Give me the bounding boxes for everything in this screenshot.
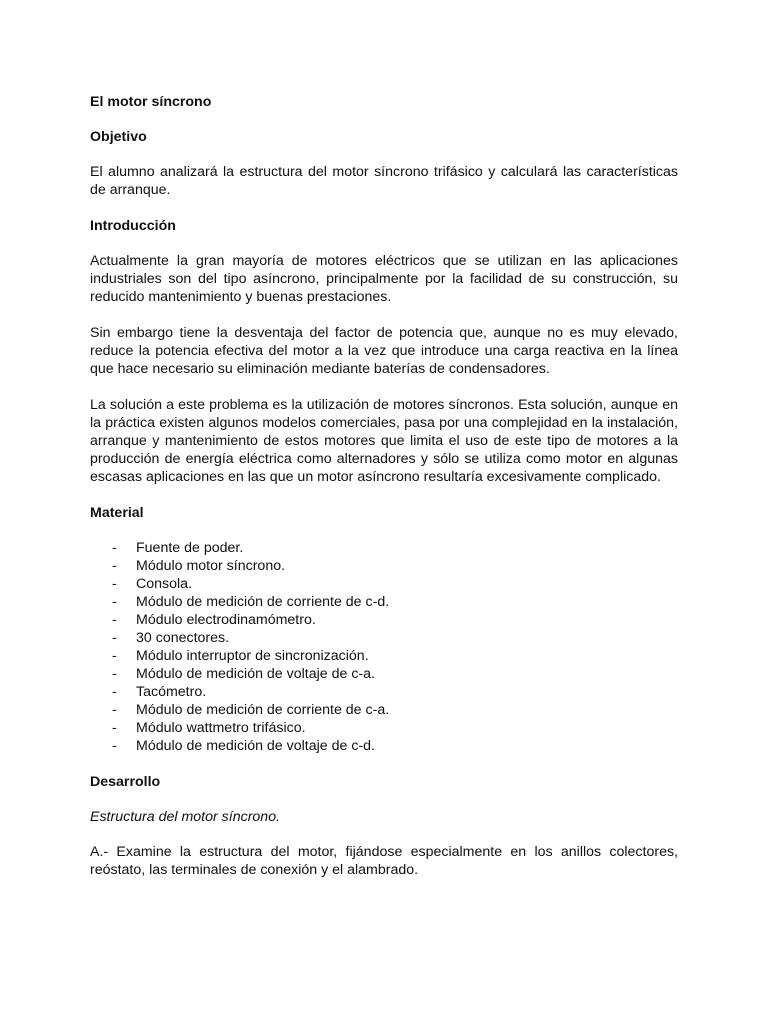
list-bullet: - — [112, 576, 117, 592]
material-item-label: Módulo motor síncrono. — [136, 558, 286, 574]
list-bullet: - — [112, 666, 117, 682]
development-heading: Desarrollo — [90, 774, 161, 790]
material-list — [90, 539, 678, 755]
document-page — [90, 93, 678, 897]
introduction-paragraph-2: Sin embargo tiene la desventaja del factor de potencia que, aunque no es muy elevado, reduce la potencia efectiva del motor a la vez que introduce una carga reactiva en la línea que hace necesario su eliminación mediante baterías de condensadores. — [90, 325, 678, 377]
material-item-label: Fuente de poder. — [136, 540, 244, 556]
list-bullet: - — [112, 684, 117, 700]
list-bullet: - — [112, 630, 117, 646]
material-item-label: Módulo de medición de voltaje de c-d. — [136, 738, 375, 754]
list-bullet: - — [112, 540, 117, 556]
material-item-label: Módulo interruptor de sincronización. — [136, 648, 369, 664]
document-title: El motor síncrono — [90, 94, 212, 110]
introduction-paragraph-1: Actualmente la gran mayoría de motores eléctricos que se utilizan en las aplicaciones industriales son del tipo asíncrono, principalmente por la facilidad de su construcción, su reducido mantenimiento y buenas prestaciones. — [90, 253, 678, 305]
material-item — [90, 665, 678, 683]
list-bullet: - — [112, 720, 117, 736]
material-heading: Material — [90, 505, 144, 521]
material-item — [90, 701, 678, 719]
material-item — [90, 647, 678, 665]
material-item-label: Módulo de medición de voltaje de c-a. — [136, 666, 375, 682]
material-item — [90, 611, 678, 629]
material-item — [90, 737, 678, 755]
material-item — [90, 575, 678, 593]
objective-text: El alumno analizará la estructura del motor síncrono trifásico y calculará las características de arranque. — [90, 164, 678, 198]
material-item-label: Módulo wattmetro trifásico. — [136, 720, 306, 736]
material-item-label: Tacómetro. — [136, 684, 207, 700]
list-bullet: - — [112, 594, 117, 610]
material-item-label: Módulo de medición de corriente de c-a. — [136, 702, 390, 718]
material-item — [90, 557, 678, 575]
introduction-heading: Introducción — [90, 218, 176, 234]
material-item-label: Módulo de medición de corriente de c-d. — [136, 594, 390, 610]
list-bullet: - — [112, 738, 117, 754]
material-item — [90, 719, 678, 737]
introduction-paragraph-3: La solución a este problema es la utilización de motores síncronos. Esta solución, aunque en la práctica existen algunos modelos comerciales, pasa por una complejidad en la instalación, arranque y mantenimiento de estos motores que limita el uso de este tipo de motores a la producción de energía eléctrica como alternadores y sólo se utiliza como motor en algunas escasas aplicaciones en las que un motor asíncrono resultaría excesivamente complicado. — [90, 397, 678, 485]
list-bullet: - — [112, 648, 117, 664]
list-bullet: - — [112, 702, 117, 718]
material-item — [90, 593, 678, 611]
development-subheading: Estructura del motor síncrono. — [90, 809, 281, 825]
list-bullet: - — [112, 558, 117, 574]
list-bullet: - — [112, 612, 117, 628]
material-item — [90, 683, 678, 701]
material-item — [90, 629, 678, 647]
material-item-label: 30 conectores. — [136, 630, 230, 646]
development-step-a: A.- Examine la estructura del motor, fijándose especialmente en los anillos colectores, reóstato, las terminales de conexión y el alambrado. — [90, 844, 678, 878]
material-item-label: Módulo electrodinamómetro. — [136, 612, 316, 628]
material-item-label: Consola. — [136, 576, 192, 592]
material-item — [90, 539, 678, 557]
objective-heading: Objetivo — [90, 129, 147, 145]
